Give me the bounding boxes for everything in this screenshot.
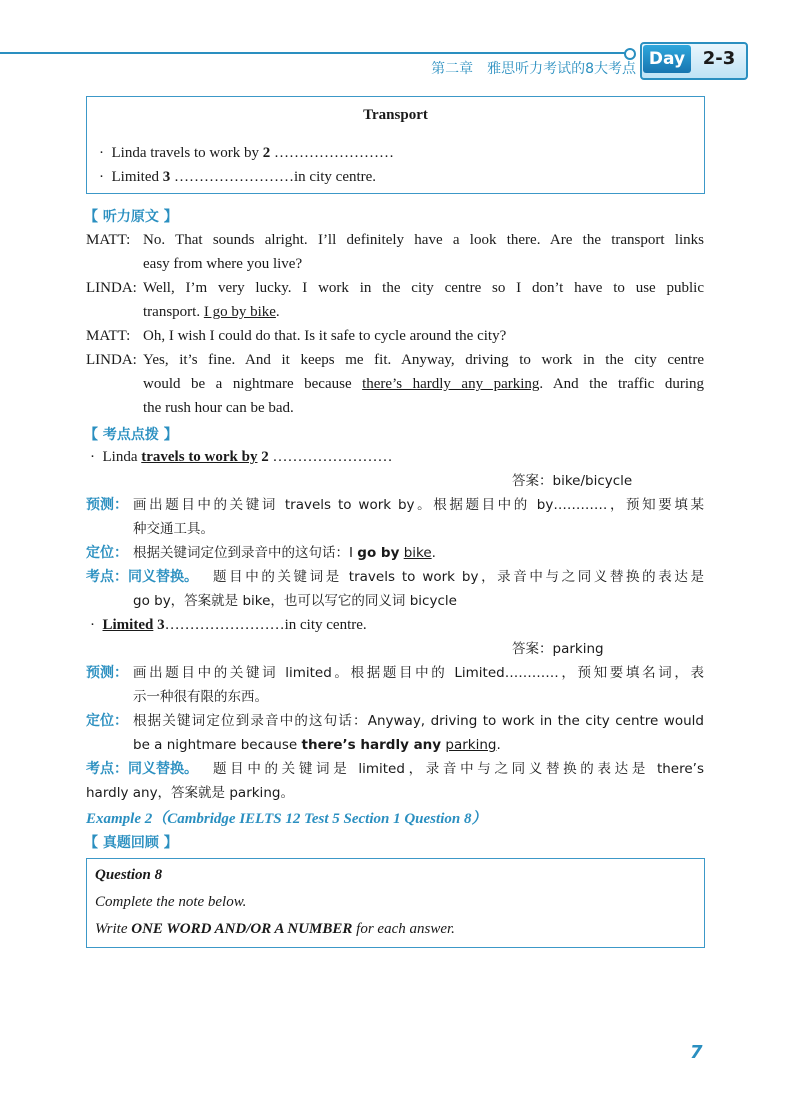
- locate-label: 定位：: [86, 713, 128, 729]
- point-text: 题目中的关键词是 limited，录音中与之同义替换的表达是 there’s: [213, 761, 704, 777]
- transcript-line: would be a nightmare because there’s hardly any parking. And the traffic during: [143, 376, 704, 392]
- predict-label: 预测：: [86, 665, 128, 681]
- note-item-2: · Linda travels to work by 2 ……………………: [99, 145, 394, 161]
- transport-note-box: [86, 96, 705, 194]
- transcript-line: Yes, it’s fine. And it keeps me fit. Anyway, driving to work in the city centre: [143, 352, 704, 368]
- question-title: Question 8: [95, 867, 163, 883]
- locate-text: 根据关键词定位到录音中的这句话：Anyway, driving to work in the city centre would: [133, 713, 704, 729]
- predict-text: 种交通工具。: [133, 521, 214, 537]
- transcript-line: No. That sounds alright. I’ll definitely have a look there. Are the transport links: [143, 232, 704, 248]
- point-text: go by，答案就是 bike，也可以写它的同义词 bicycle: [133, 593, 457, 609]
- locate-label: 定位：: [86, 545, 128, 561]
- day-label: Day: [643, 45, 691, 73]
- answer-underline: there’s hardly any parking: [362, 376, 540, 392]
- answer-underline: I go by bike: [203, 304, 276, 320]
- predict-label: 预测：: [86, 497, 128, 513]
- answer-2: 答案：bike/bicycle: [512, 473, 633, 489]
- review-heading: 【 真题回顾 】: [84, 835, 178, 851]
- transcript-line: Well, I’m very lucky. I work in the city centre so I don’t have to use public: [143, 280, 704, 296]
- question-line-2: · Linda travels to work by 2 ……………………: [90, 449, 393, 465]
- transcript-line: Oh, I wish I could do that. Is it safe to cycle around the city?: [143, 328, 507, 344]
- predict-text: 示一种很有限的东西。: [133, 689, 268, 705]
- speaker-label: LINDA:: [86, 352, 137, 368]
- page-number: 7: [690, 1042, 703, 1063]
- point-text: hardly any，答案就是 parking。: [86, 785, 294, 801]
- transcript-heading: 【 听力原文 】: [84, 209, 178, 225]
- speaker-label: LINDA:: [86, 280, 137, 296]
- day-number: 2-3: [702, 48, 736, 69]
- question-box: [86, 858, 705, 948]
- speaker-label: MATT:: [86, 328, 131, 344]
- point-label: 考点：同义替换。: [86, 761, 198, 777]
- transcript-line: easy from where you live?: [143, 256, 303, 272]
- question-instruction: Write ONE WORD AND/OR A NUMBER for each answer.: [95, 921, 455, 937]
- predict-text: 画出题目中的关键词 limited。根据题目中的 Limited…………，预知要填名词，表: [133, 665, 704, 681]
- question-line-3: · Limited 3……………………in city centre.: [90, 617, 367, 633]
- example-title: Example 2（Cambridge IELTS 12 Test 5 Section 1 Question 8）: [86, 811, 487, 827]
- point-label: 考点：同义替换。: [86, 569, 198, 585]
- answer-3: 答案：parking: [512, 641, 604, 657]
- point-text: 题目中的关键词是 travels to work by，录音中与之同义替换的表达是: [213, 569, 704, 585]
- locate-text: be a nightmare because there’s hardly any parking.: [133, 737, 501, 753]
- transcript-line: transport. I go by bike.: [143, 304, 280, 320]
- chapter-title: 第二章 雅思听力考试的8大考点: [431, 61, 636, 77]
- note-item-3: · Limited 3 ……………………in city centre.: [99, 169, 377, 185]
- note-title: Transport: [363, 107, 428, 123]
- speaker-label: MATT:: [86, 232, 131, 248]
- transcript-line: the rush hour can be bad.: [143, 400, 294, 416]
- question-instruction: Complete the note below.: [95, 894, 247, 910]
- analysis-heading: 【 考点点拨 】: [84, 427, 178, 443]
- header-rule: [0, 52, 628, 54]
- locate-text: 根据关键词定位到录音中的这句话：I go by bike.: [133, 545, 436, 561]
- predict-text: 画出题目中的关键词 travels to work by。根据题目中的 by…………，预知要填某: [133, 497, 704, 513]
